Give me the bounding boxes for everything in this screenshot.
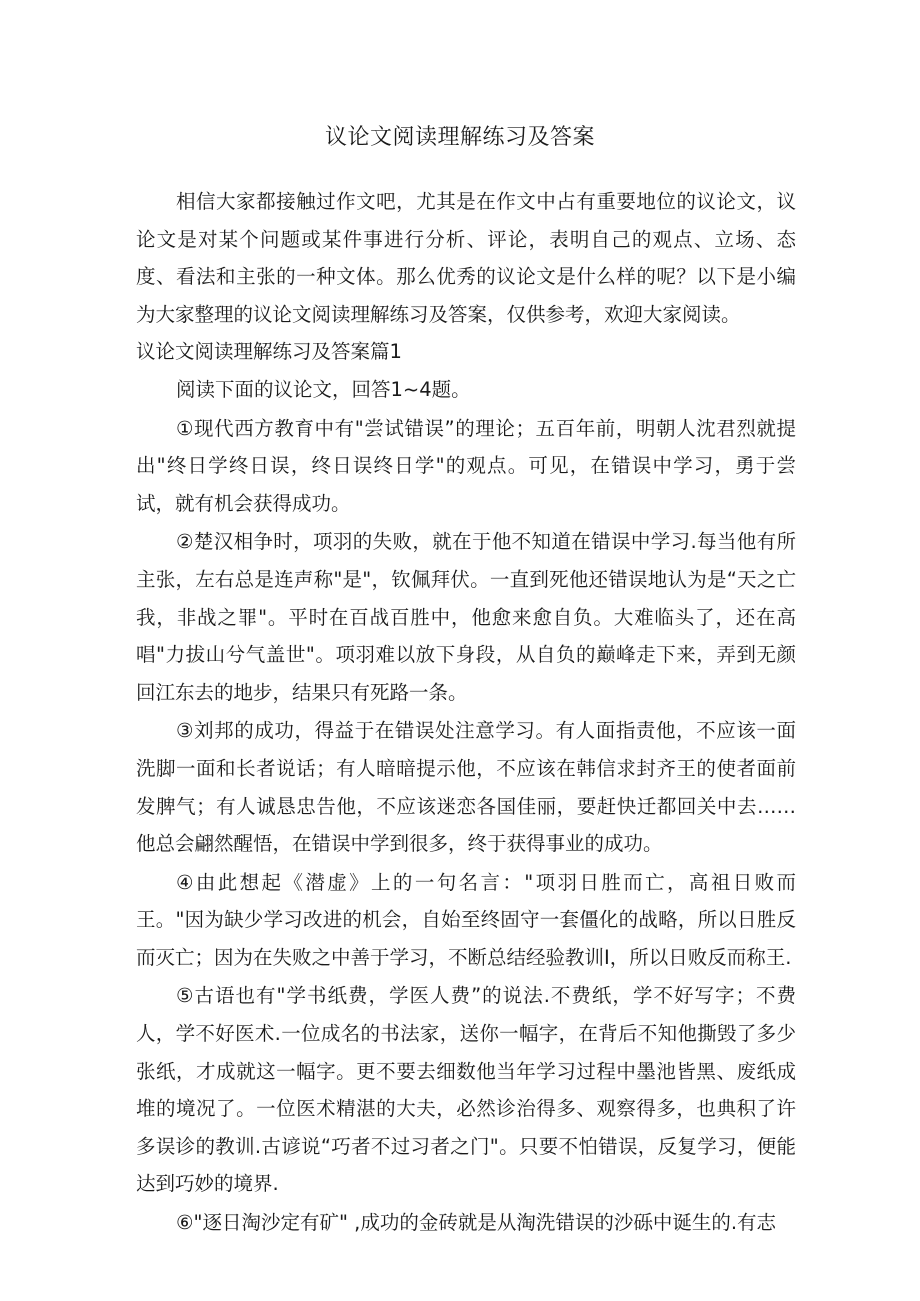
article-paragraph-2: ②楚汉相争时，项羽的失败，就在于他不知道在错误中学习.每当他有所主张，左右总是连声称"是"，钦佩拜伏。一直到死他还错误地认为是“天之亡我，非战之罪"。平时在百战百胜中，他愈来愈自负。大难临头了，还在高唱"力拔山兮气盖世"。项羽难以放下身段，从自负的巅峰走下来，弄到无颜回江东去的地步，结果只有死路一条。 (136, 530, 796, 704)
article-paragraph-3: ③刘邦的成功，得益于在错误处注意学习。有人面指责他，不应该一面洗脚一面和长者说话；有人暗暗提示他，不应该在韩信求封齐王的使者面前发脾气；有人诚恳忠告他，不应该迷恋各国佳丽，要赶快迁都回关中去……他总会翩然醒悟，在错误中学到很多，终于获得事业的成功。 (136, 719, 796, 856)
document-body (136, 183, 796, 1242)
section-heading: 议论文阅读理解练习及答案篇1 (136, 340, 402, 364)
article-paragraph-5: ⑤古语也有"学书纸费，学医人费”的说法.不费纸，学不好写字；不费人，学不好医术.一位成名的书法家，送你一幅字，在背后不知他撕毁了多少张纸，才成就这一幅字。更不要去细数他当年学习过程中墨池皆黑、废纸成堆的境况了。一位医术精湛的大夫，必然诊治得多、观察得多，也典积了许多误诊的教训.古谚说“巧者不过习者之门"。只要不怕错误，反复学习，便能达到巧妙的境界. (136, 984, 796, 1196)
article-paragraph-6: ⑥"逐日淘沙定有矿" ,成功的金砖就是从淘洗错误的沙砾中诞生的.有志 (176, 1211, 777, 1235)
article-paragraph-4: ④由此想起《潜虚》上的一句名言："项羽日胜而亡，高祖日败而王。"因为缺少学习改进的机会，自始至终固守一套僵化的战略，所以日胜反而灭亡；因为在失败之中善于学习，不断总结经验教训I，所以日败反而称王. (136, 870, 796, 969)
instruction-paragraph: 阅读下面的议论文，回答1~4题。 (176, 377, 471, 401)
document-title: 议论文阅读理解练习及答案 (324, 125, 595, 150)
intro-paragraph: 相信大家都接触过作文吧，尤其是在作文中占有重要地位的议论文，议论文是对某个问题或某件事进行分析、评论，表明自己的观点、立场、态度、看法和主张的一种文体。那么优秀的议论文是什么样的呢？以下是小编为大家整理的议论文阅读理解练习及答案，仅供参考，欢迎大家阅读。 (136, 190, 796, 326)
article-paragraph-1: ①现代西方教育中有"尝试错误”的理论；五百年前，明朝人沈君烈就提出"终日学终日误，终日误终日学"的观点。可见，在错误中学习，勇于尝试，就有机会获得成功。 (136, 416, 796, 515)
